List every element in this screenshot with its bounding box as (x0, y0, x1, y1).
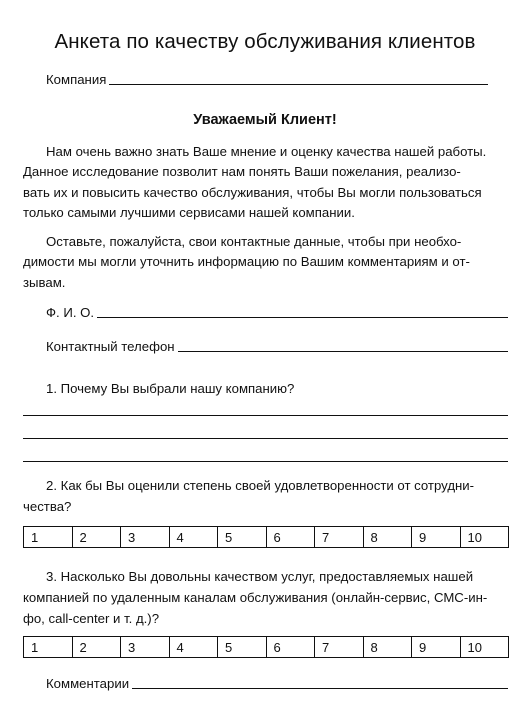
answer-line-2[interactable] (23, 438, 508, 439)
rating-option-3[interactable]: 3 (121, 527, 170, 548)
intro-line: димости мы могли уточнить информацию по Вашим комментариям и от- (23, 254, 470, 270)
comments-field[interactable] (46, 676, 508, 691)
question-2 (23, 475, 509, 517)
rating-option-1[interactable]: 1 (24, 527, 73, 548)
question-1 (23, 378, 509, 399)
rating-option-5[interactable]: 5 (218, 527, 267, 548)
form-title: Анкета по качеству обслуживания клиентов (54, 30, 476, 53)
rating-row (24, 527, 509, 548)
intro-line: Оставьте, пожалуйста, свои контактные данные, чтобы при необхо- (46, 234, 462, 249)
rating-option-4[interactable]: 4 (169, 527, 218, 548)
rating-option-6[interactable]: 6 (266, 637, 315, 658)
rating-scale-q2 (23, 526, 509, 548)
rating-option-10[interactable]: 10 (460, 637, 509, 658)
rating-option-9[interactable]: 9 (412, 527, 461, 548)
rating-option-3[interactable]: 3 (121, 637, 170, 658)
rating-option-4[interactable]: 4 (169, 637, 218, 658)
intro-paragraph-2 (23, 232, 509, 293)
rating-option-7[interactable]: 7 (315, 527, 364, 548)
intro-line: Нам очень важно знать Ваше мнение и оценку качества нашей работы. (46, 144, 487, 159)
comments-label: Комментарии (46, 676, 130, 691)
rating-option-8[interactable]: 8 (363, 527, 412, 548)
intro-line: вать их и повысить качество обслуживания, чтобы Вы могли пользоваться (23, 184, 482, 200)
intro-line: зывам. (23, 274, 66, 290)
intro-line: Данное исследование позволит нам понять Ваши пожелания, реализо- (23, 164, 461, 180)
rating-scale-q3 (23, 636, 509, 658)
rating-option-2[interactable]: 2 (72, 637, 121, 658)
question-3-text: компанией по удаленным каналам обслуживания (онлайн-сервис, СМС-ин- (23, 590, 488, 605)
question-2-text: чества? (23, 499, 72, 514)
rating-option-6[interactable]: 6 (266, 527, 315, 548)
rating-option-9[interactable]: 9 (412, 637, 461, 658)
question-3-text: фо, call-center и т. д.)? (23, 611, 160, 626)
rating-option-7[interactable]: 7 (315, 637, 364, 658)
rating-option-5[interactable]: 5 (218, 637, 267, 658)
greeting-heading: Уважаемый Клиент! (193, 112, 337, 128)
intro-paragraph-1 (23, 142, 509, 223)
fio-input-line[interactable] (97, 305, 508, 318)
comments-input-line[interactable] (132, 676, 508, 689)
answer-line-3[interactable] (23, 461, 508, 462)
phone-label: Контактный телефон (46, 339, 175, 354)
company-label: Компания (46, 72, 107, 87)
rating-option-8[interactable]: 8 (363, 637, 412, 658)
intro-line: только самыми лучшими сервисами нашей компании. (23, 204, 355, 220)
rating-option-1[interactable]: 1 (24, 637, 73, 658)
question-3 (23, 566, 509, 629)
company-input-line[interactable] (109, 72, 488, 85)
question-3-text: 3. Насколько Вы довольны качеством услуг, предоставляемых нашей (46, 569, 474, 584)
answer-line-1[interactable] (23, 415, 508, 416)
phone-field[interactable] (46, 339, 508, 354)
company-field[interactable] (46, 72, 488, 87)
fio-label: Ф. И. О. (46, 305, 95, 320)
rating-row (24, 637, 509, 658)
rating-option-10[interactable]: 10 (460, 527, 509, 548)
question-2-text: 2. Как бы Вы оценили степень своей удовлетворенности от сотрудни- (46, 478, 475, 493)
rating-option-2[interactable]: 2 (72, 527, 121, 548)
question-1-text: 1. Почему Вы выбрали нашу компанию? (46, 381, 295, 396)
fio-field[interactable] (46, 305, 508, 320)
phone-input-line[interactable] (178, 339, 508, 352)
